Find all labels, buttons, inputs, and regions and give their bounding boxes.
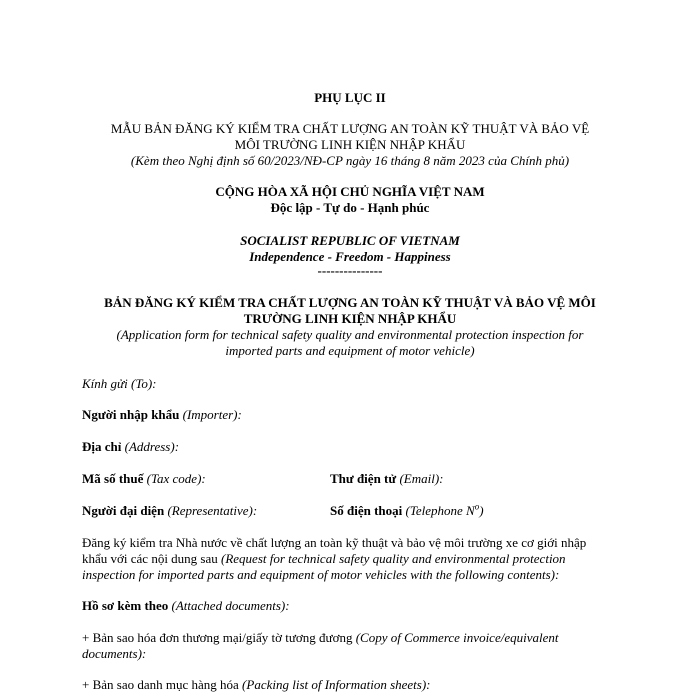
motto-en: Independence - Freedom - Happiness: [249, 249, 451, 264]
phone-label-end: ): [479, 503, 484, 518]
item2-vi: + Bản sao danh mục hàng hóa: [82, 677, 239, 692]
address-label: Địa chỉ: [82, 439, 122, 454]
decree-note: (Kèm theo Nghị định số 60/2023/NĐ-CP ngày 16 tháng 8 năm 2023 của Chính phủ): [130, 153, 570, 168]
tax-label-en: (Tax code):: [143, 471, 206, 486]
item1-en-line2: documents):: [82, 646, 147, 661]
list-item: [82, 630, 622, 646]
email-label: Thư điện tử: [330, 471, 397, 486]
request-line1: Đăng ký kiểm tra Nhà nước về chất lượng an toàn kỹ thuật và bảo vệ môi trường xe cơ giới nhập: [82, 535, 587, 550]
doc-title-line1: BẢN ĐĂNG KÝ KIỂM TRA CHẤT LƯỢNG AN TOÀN KỸ THUẬT VÀ BẢO VỆ MÔI: [104, 295, 596, 310]
email-label-en: (Email):: [396, 471, 444, 486]
list-item: [82, 677, 622, 693]
address-field: [82, 439, 622, 455]
appendix-title: PHỤ LỤC II: [314, 90, 386, 105]
phone-field: [330, 503, 484, 519]
item1-vi: + Bản sao hóa đơn thương mại/giấy tờ tương đương: [82, 630, 353, 645]
to-label: Kính gửi (To):: [82, 376, 157, 391]
address-label-en: (Address):: [121, 439, 180, 454]
doc-subtitle-line1: (Application form for technical safety quality and environmental protection inspection for: [116, 327, 584, 342]
form-title-line1: MẪU BẢN ĐĂNG KÝ KIỂM TRA CHẤT LƯỢNG AN TOÀN KỸ THUẬT VÀ BẢO VỆ: [110, 121, 590, 136]
phone-label: Số điện thoại: [330, 503, 403, 518]
form-title-line2: MÔI TRƯỜNG LINH KIỆN NHẬP KHẨU: [234, 137, 466, 152]
doc-title-line2: TRƯỜNG LINH KIỆN NHẬP KHẨU: [243, 311, 457, 326]
request-line3: inspection for imported parts and equipment of motor vehicles with the following contents):: [82, 567, 560, 582]
item1-en: (Copy of Commerce invoice/equivalent: [352, 630, 559, 645]
phone-label-en: [402, 503, 483, 518]
attached-label-en: (Attached documents):: [168, 598, 290, 613]
attached-field: [82, 598, 622, 614]
separator: ---------------: [317, 263, 383, 278]
item2-en: (Packing list of Information sheets):: [238, 677, 431, 692]
national-title-vi: CỘNG HÒA XÃ HỘI CHỦ NGHĨA VIỆT NAM: [215, 184, 485, 199]
attached-label: Hồ sơ kèm theo: [82, 598, 169, 613]
importer-label: Người nhập khẩu: [82, 407, 180, 422]
representative-label-en: (Representative):: [164, 503, 258, 518]
representative-label: Người đại diện: [82, 503, 165, 518]
tax-label: Mã số thuế: [82, 471, 144, 486]
request-line2: [82, 551, 622, 567]
email-field: [330, 471, 443, 487]
doc-subtitle-line2: imported parts and equipment of motor vehicle): [225, 343, 475, 358]
phone-label-en-text: (Telephone N: [402, 503, 475, 518]
importer-field: [82, 407, 622, 423]
importer-label-en: (Importer):: [179, 407, 242, 422]
request-vi-line2: khẩu với các nội dung sau: [82, 551, 218, 566]
motto-vi: Độc lập - Tự do - Hạnh phúc: [270, 200, 430, 215]
national-title-en: SOCIALIST REPUBLIC OF VIETNAM: [240, 233, 460, 248]
phone-label-sup: o: [474, 501, 480, 512]
request-en-line2: (Request for technical safety quality and environmental protection: [217, 551, 566, 566]
